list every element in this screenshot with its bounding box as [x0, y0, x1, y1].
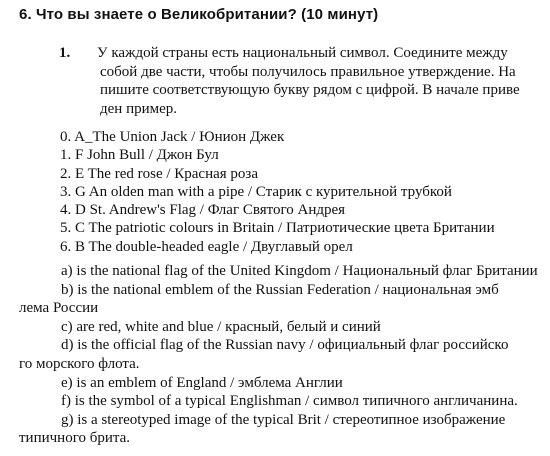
- definition-b-continued: лема России: [19, 300, 99, 317]
- definition-g: g) is a stereotyped image of the typical Brit / стереотипное изображение: [61, 411, 506, 428]
- list-item: 0. A_The Union Jack / Юнион Джек: [60, 129, 285, 145]
- task-line-4: ден пример.: [100, 100, 178, 117]
- list-item: 3. G An olden man with a pipe / Старик с курительной трубкой: [60, 183, 452, 200]
- definition-f: f) is the symbol of a typical Englishman / символ типичного англичанина.: [61, 393, 518, 410]
- definition-e: e) is an emblem of England / эмблема Англии: [61, 374, 343, 391]
- list-item: 4. D St. Andrew's Flag / Флаг Святого Андрея: [60, 202, 346, 219]
- list-item: 5. C The patriotic colours in Britain / Патриотические цвета Британии: [60, 220, 495, 237]
- task-text-1: У каждой страны есть национальный символ. Соедините между: [97, 45, 508, 61]
- definition-d-continued: го морского флота.: [19, 355, 140, 372]
- numbered-items-list: [60, 128, 495, 256]
- task-instructions: [19, 44, 527, 118]
- list-item: 1. F John Bull / Джон Бул: [60, 147, 219, 164]
- definition-g-continued: типичного брита.: [19, 430, 131, 447]
- task-line-1: [19, 44, 527, 63]
- list-item: 6. B The double-headed eagle / Двуглавый орел: [60, 238, 353, 255]
- definitions-list: [19, 262, 538, 448]
- task-number: 1.: [59, 45, 71, 61]
- definition-d: d) is the official flag of the Russian navy / официальный флаг российско: [61, 337, 509, 354]
- list-item: 2. E The red rose / Красная роза: [60, 165, 259, 182]
- task-line-3: пишите соответствующую букву рядом с цифрой. В начале приве: [100, 82, 520, 98]
- section-heading: 6. Что вы знаете о Великобритании? (10 минут): [19, 6, 379, 23]
- definition-b: b) is the national emblem of the Russian Federation / национальная эмб: [61, 281, 499, 298]
- definition-c: c) are red, white and blue / красный, белый и синий: [61, 318, 381, 335]
- definition-a: a) is the national flag of the United Kingdom / Национальный флаг Британии: [61, 263, 538, 279]
- task-line-2: собой две части, чтобы получилось правильное утверждение. На: [100, 63, 516, 80]
